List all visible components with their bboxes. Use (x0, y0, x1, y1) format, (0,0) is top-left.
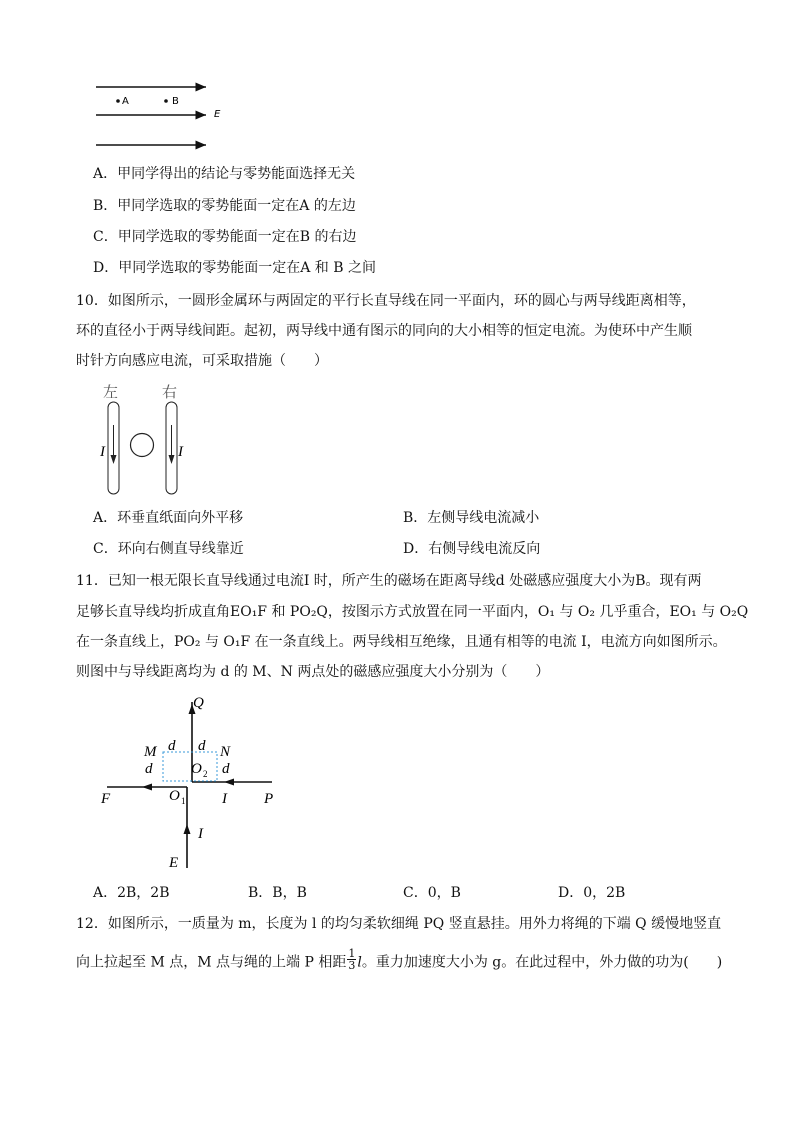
label-o1: O (169, 788, 180, 804)
q11-option-b: B．B，B (248, 885, 307, 901)
label-o2: O (191, 761, 202, 777)
right-current-label: I (178, 444, 183, 460)
label-i-right: I (222, 791, 227, 807)
q10-option-d: D．右侧导线电流反向 (403, 541, 541, 557)
label-i-lower: I (198, 826, 203, 842)
left-current-label: I (100, 444, 105, 460)
q10-stem-line-2: 环的直径小于两导线间距。起初，两导线中通有图示的同向的大小相等的恒定电流。为使环中产生顺 (76, 323, 692, 339)
right-label: 右 (162, 383, 178, 401)
q9-option-b: B．甲同学选取的零势能面一定在A 的左边 (93, 198, 356, 214)
q11-stem-line-3: 在一条直线上，PO₂ 与 O₁F 在一条直线上。两导线相互绝缘，且通有相等的电流 I，电流方向如图所示。 (76, 634, 727, 650)
dashed-box (163, 752, 217, 781)
label-n: N (220, 744, 231, 760)
q9-option-c: C．甲同学选取的零势能面一定在B 的右边 (93, 229, 357, 245)
q10-option-c: C．环向右侧直导线靠近 (93, 541, 244, 557)
label-d3: d (145, 761, 153, 777)
q12-stem-line-2 (76, 947, 723, 974)
q10-option-a: A．环垂直纸面向外平移 (93, 510, 244, 526)
q10-stem-line-3: 时针方向感应电流，可采取措施（ ） (76, 353, 328, 369)
field-e-label: E (214, 109, 221, 120)
frac-var: l (357, 954, 362, 971)
point-b-label: B (172, 96, 179, 107)
q10-stem-line-1: 10．如图所示，一圆形金属环与两固定的平行长直导线在同一平面内，环的圆心与两导线距离相等， (76, 293, 696, 309)
q12-stem-line-1: 12．如图所示，一质量为 m，长度为 l 的均匀柔软细绳 PQ 竖直悬挂。用外力将绳的下端 Q 缓慢地竖直 (76, 916, 722, 932)
label-q: Q (193, 695, 204, 711)
q11-option-a: A．2B，2B (93, 885, 170, 901)
point-a-label: A (122, 96, 129, 107)
q11-stem-line-2: 足够长直导线均折成直角EO₁F 和 PO₂Q，按图示方式放置在同一平面内，O₁ 与 O₂ 几乎重合，EO₁ 与 O₂Q (76, 604, 749, 620)
q11-option-d: D．0，2B (558, 885, 626, 901)
label-p: P (264, 791, 274, 807)
q9-option-a: A．甲同学得出的结论与零势能面选择无关 (93, 166, 356, 182)
label-d1: d (168, 738, 176, 754)
q12-fraction (347, 948, 356, 971)
q11-stem-line-4: 则图中与导线距离均为 d 的 M、N 两点处的磁感应强度大小分别为（ ） (76, 664, 550, 680)
arrow-left-f (142, 784, 152, 791)
label-f: F (101, 791, 111, 807)
left-label: 左 (103, 383, 119, 401)
label-m: M (144, 744, 157, 760)
arrow-left-p (224, 779, 234, 786)
label-o2-sub: 2 (203, 769, 208, 779)
frac-num: 1 (348, 947, 356, 960)
q9-option-d: D．甲同学选取的零势能面一定在A 和 B 之间 (93, 260, 376, 276)
q12-stem-part-b: 。重力加速度大小为 g。在此过程中，外力做的功为( ) (361, 954, 723, 971)
label-d2: d (198, 738, 206, 754)
label-e: E (169, 855, 179, 871)
q12-stem-part-a: 向上拉起至 M 点，M 点与绳的上端 P 相距 (76, 954, 347, 971)
q11-option-c: C．0，B (403, 885, 461, 901)
q10-option-b: B．左侧导线电流减小 (403, 510, 540, 526)
q11-stem-line-1: 11．已知一根无限长直导线通过电流I 时，所产生的磁场在距离导线d 处磁感应强度大小为B。现有两 (76, 573, 702, 589)
label-o1-sub: 1 (181, 796, 186, 806)
arrow-up-lower (184, 824, 191, 834)
label-d4: d (222, 761, 230, 777)
frac-den: 3 (348, 959, 356, 972)
